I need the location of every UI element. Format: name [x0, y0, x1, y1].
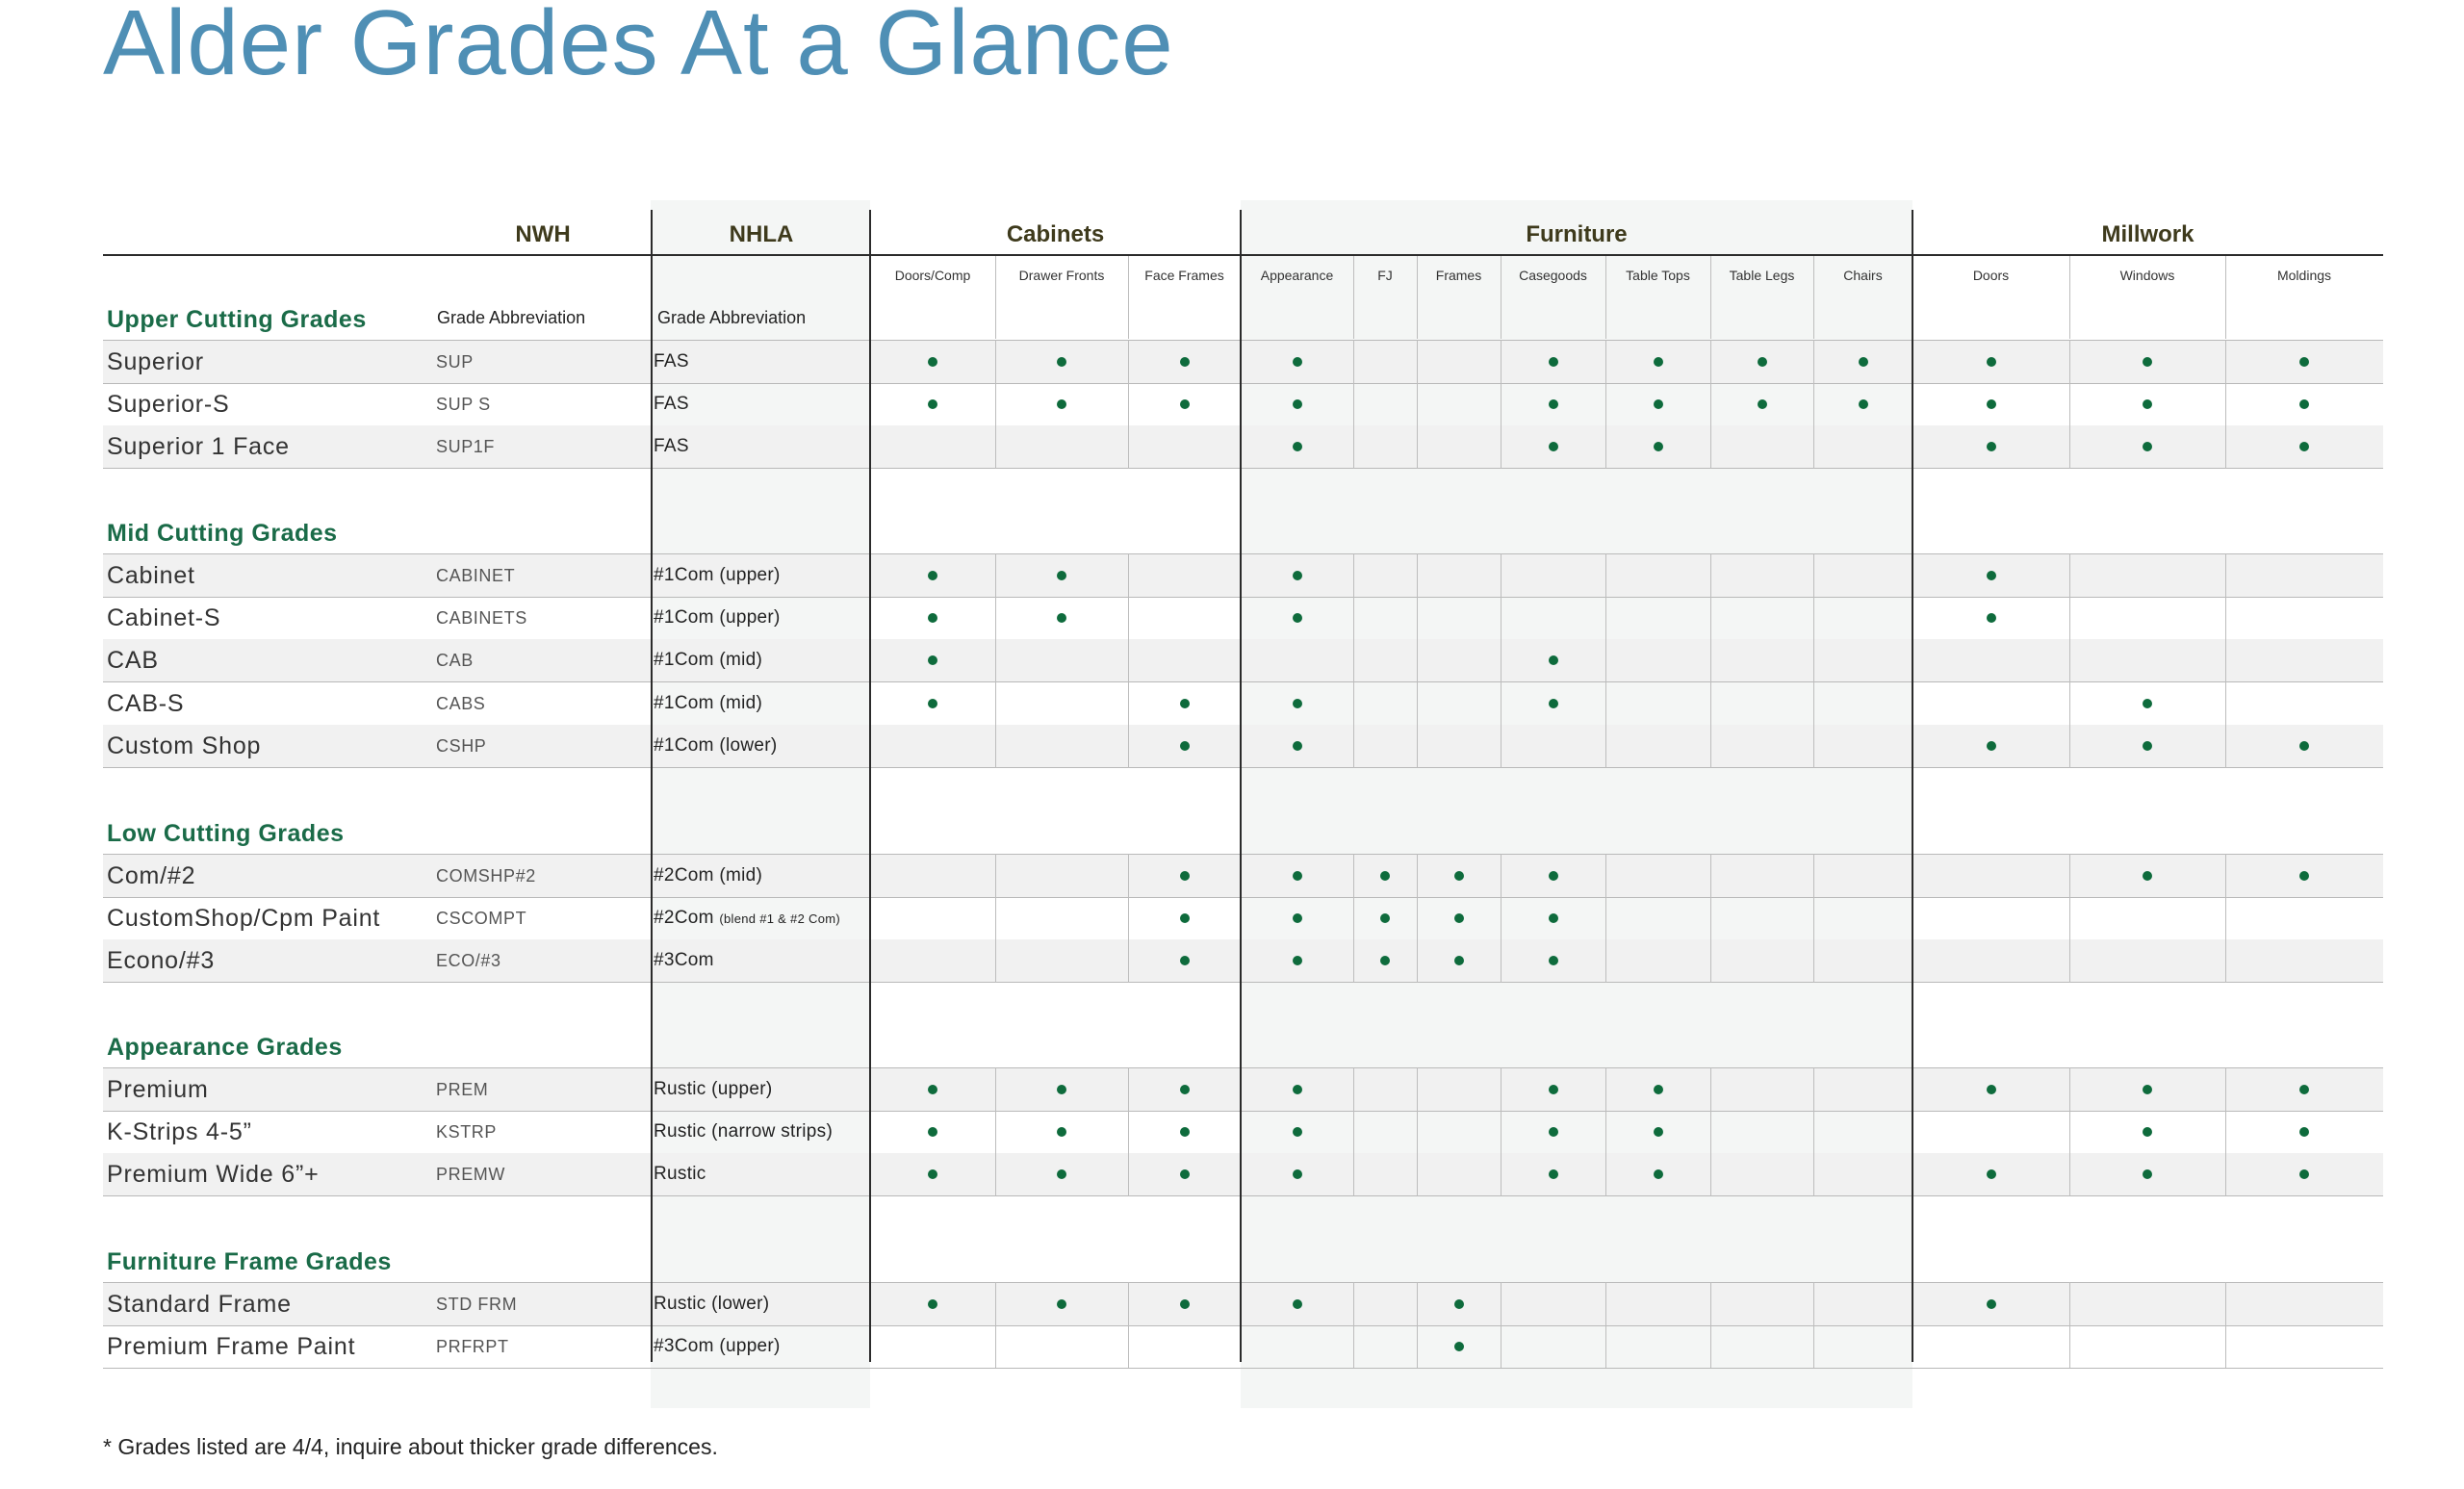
column-header: Windows [2119, 268, 2175, 283]
nhla-grade-value: #1Com (lower) [654, 735, 778, 756]
applicability-dot [2299, 1169, 2309, 1179]
grade-name: Premium Frame Paint [107, 1333, 356, 1360]
applicability-dot [1549, 357, 1558, 367]
grade-name: Com/#2 [107, 862, 196, 889]
applicability-dot [2143, 871, 2152, 881]
applicability-dot [1293, 1085, 1302, 1094]
applicability-dot [1057, 1085, 1066, 1094]
column-divider [1605, 256, 1606, 339]
grade-name: Standard Frame [107, 1291, 292, 1318]
applicability-dot [1454, 871, 1464, 881]
nwh-abbreviation: CABS [436, 694, 486, 713]
column-divider [1128, 1067, 1129, 1196]
column-divider [1128, 256, 1129, 339]
column-divider [2225, 553, 2226, 768]
table-row [103, 682, 2383, 726]
applicability-dot [928, 399, 937, 409]
applicability-dot [1859, 399, 1868, 409]
nwh-abbreviation: PREM [436, 1080, 489, 1099]
column-divider [1605, 340, 1606, 469]
applicability-dot [1293, 1169, 1302, 1179]
table-row [103, 725, 2383, 768]
column-divider [1813, 553, 1814, 768]
nwh-abbreviation: SUP [436, 352, 474, 372]
table-row [103, 383, 2383, 426]
nhla-grade-value: Rustic (upper) [654, 1079, 773, 1099]
applicability-dot [1654, 399, 1663, 409]
nwh-abbreviation: KSTRP [436, 1122, 498, 1142]
column-divider [1501, 256, 1502, 339]
table-row [103, 1282, 2383, 1326]
column-divider [1813, 1282, 1814, 1368]
column-divider [1813, 1067, 1814, 1196]
nhla-grade [654, 693, 762, 714]
table-row [103, 639, 2383, 682]
applicability-dot [2143, 357, 2152, 367]
applicability-dot [928, 1085, 937, 1094]
nhla-grade [654, 394, 689, 415]
column-divider [1710, 256, 1711, 339]
column-divider [1417, 553, 1418, 768]
grade-name: CAB [107, 647, 159, 674]
nhla-grade [654, 735, 778, 757]
grade-name: CAB-S [107, 690, 185, 717]
table-row [103, 1153, 2383, 1196]
applicability-dot [1293, 913, 1302, 923]
applicability-dot [2143, 1127, 2152, 1137]
column-divider [2069, 553, 2070, 768]
table-row [103, 854, 2383, 898]
nhla-grade [654, 865, 762, 886]
table-row [103, 597, 2383, 640]
nwh-abbreviation: PREMW [436, 1165, 505, 1184]
column-divider [1501, 553, 1502, 768]
column-divider [1501, 854, 1502, 983]
applicability-dot [928, 655, 937, 665]
column-header: Chairs [1843, 268, 1883, 283]
column-header: Table Tops [1626, 268, 1690, 283]
column-divider [1353, 340, 1354, 469]
nhla-grade-value: FAS [654, 436, 689, 456]
column-divider [1501, 1067, 1502, 1196]
applicability-dot [1549, 399, 1558, 409]
nhla-grade-note: (blend #1 & #2 Com) [719, 911, 840, 926]
applicability-dot [1293, 442, 1302, 451]
applicability-dot [1549, 699, 1558, 708]
applicability-dot [1549, 1127, 1558, 1137]
applicability-dot [1380, 871, 1390, 881]
nhla-grade-value: #2Com (mid) [654, 865, 763, 886]
column-header: Drawer Fronts [1018, 268, 1105, 283]
applicability-dot [2143, 442, 2152, 451]
nhla-grade-value: Rustic [654, 1164, 706, 1184]
nwh-abbreviation: ECO/#3 [436, 951, 501, 970]
applicability-dot [1293, 741, 1302, 751]
column-divider [1417, 1067, 1418, 1196]
applicability-dot [1180, 699, 1190, 708]
applicability-dot [1549, 1169, 1558, 1179]
grade-name: Cabinet-S [107, 604, 221, 631]
column-header: Face Frames [1144, 268, 1224, 283]
grade-name: Premium Wide 6”+ [107, 1161, 320, 1188]
applicability-dot [1180, 1127, 1190, 1137]
column-header: Moldings [2276, 268, 2332, 283]
nwh-abbreviation-header: Grade Abbreviation [437, 308, 586, 327]
footnote: * Grades listed are 4/4, inquire about thicker grade differences. [103, 1434, 718, 1459]
nwh-abbreviation: CSCOMPT [436, 909, 527, 928]
column-divider [1353, 1067, 1354, 1196]
column-divider [995, 553, 996, 768]
page-title: Alder Grades At a Glance [103, 0, 1174, 94]
column-divider [1240, 210, 1242, 1362]
nwh-abbreviation: SUP1F [436, 437, 496, 456]
applicability-dot [1380, 913, 1390, 923]
nhla-grade-value: #1Com (upper) [654, 607, 781, 628]
nhla-grade [654, 436, 689, 457]
applicability-dot [1180, 1085, 1190, 1094]
nhla-grade [654, 1079, 773, 1100]
column-divider [995, 340, 996, 469]
table-row [103, 1067, 2383, 1112]
applicability-dot [1057, 1169, 1066, 1179]
applicability-dot [1987, 399, 1996, 409]
applicability-dot [928, 357, 937, 367]
applicability-dot [1293, 399, 1302, 409]
nwh-header: NWH [515, 221, 571, 247]
column-divider [995, 1067, 996, 1196]
applicability-dot [1987, 571, 1996, 580]
applicability-dot [1654, 357, 1663, 367]
column-divider [2069, 340, 2070, 469]
nhla-grade-value: FAS [654, 351, 689, 372]
applicability-dot [1293, 1299, 1302, 1309]
header-rule [103, 254, 2383, 256]
column-header: Appearance [1260, 268, 1334, 283]
applicability-dot [1454, 1299, 1464, 1309]
column-divider [2069, 256, 2070, 339]
nhla-grade [654, 1121, 833, 1142]
cabinets-header: Cabinets [1006, 221, 1105, 247]
table-row [103, 939, 2383, 983]
applicability-dot [1180, 1299, 1190, 1309]
applicability-dot [928, 1127, 937, 1137]
applicability-dot [1859, 357, 1868, 367]
nhla-grade-value: #3Com [654, 950, 714, 970]
nhla-grade [654, 1336, 781, 1357]
section-title: Mid Cutting Grades [107, 520, 338, 547]
applicability-dot [2299, 442, 2309, 451]
table-row [103, 897, 2383, 940]
nwh-abbreviation: CABINET [436, 566, 516, 585]
column-divider [1501, 340, 1502, 469]
applicability-dot [1987, 1085, 1996, 1094]
grade-name: Econo/#3 [107, 947, 216, 974]
applicability-dot [1180, 871, 1190, 881]
nhla-grade-value: FAS [654, 394, 689, 414]
applicability-dot [1549, 1085, 1558, 1094]
applicability-dot [1293, 1127, 1302, 1137]
column-divider [1501, 1282, 1502, 1368]
nhla-grade [654, 1164, 706, 1185]
column-divider [1128, 340, 1129, 469]
nwh-abbreviation: STD FRM [436, 1295, 518, 1314]
column-divider [2069, 1067, 2070, 1196]
column-divider [1710, 854, 1711, 983]
column-divider [2225, 1282, 2226, 1368]
millwork-header: Millwork [2101, 221, 2194, 247]
nhla-grade [654, 908, 840, 929]
column-divider [1417, 854, 1418, 983]
applicability-dot [1180, 1169, 1190, 1179]
section-title: Furniture Frame Grades [107, 1248, 392, 1275]
column-divider [1912, 210, 1913, 1362]
column-divider [1605, 553, 1606, 768]
grade-name: Superior [107, 348, 204, 375]
grade-name: Custom Shop [107, 732, 262, 759]
applicability-dot [2143, 741, 2152, 751]
applicability-dot [928, 1299, 937, 1309]
column-divider [1417, 340, 1418, 469]
column-divider [1813, 340, 1814, 469]
applicability-dot [1758, 399, 1767, 409]
applicability-dot [1549, 442, 1558, 451]
table-row [103, 553, 2383, 598]
nhla-grade-value: #3Com (upper) [654, 1336, 781, 1356]
applicability-dot [2299, 871, 2309, 881]
nwh-abbreviation: SUP S [436, 395, 491, 414]
applicability-dot [1987, 613, 1996, 623]
section-title: Upper Cutting Grades [107, 306, 367, 333]
nhla-grade [654, 650, 762, 671]
column-divider [2225, 854, 2226, 983]
applicability-dot [1454, 1342, 1464, 1351]
column-header: Doors [1972, 268, 2010, 283]
column-divider [995, 854, 996, 983]
applicability-dot [1987, 741, 1996, 751]
nhla-abbreviation-header: Grade Abbreviation [657, 308, 807, 327]
applicability-dot [1549, 655, 1558, 665]
nhla-grade-value: #2Com [654, 908, 714, 928]
nwh-abbreviation: COMSHP#2 [436, 866, 536, 886]
column-divider [1813, 854, 1814, 983]
column-divider [1417, 256, 1418, 339]
nhla-grade [654, 607, 781, 629]
nwh-abbreviation: PRFRPT [436, 1337, 509, 1356]
table-row [103, 340, 2383, 384]
applicability-dot [2143, 1169, 2152, 1179]
nhla-grade-value: #1Com (mid) [654, 693, 763, 713]
column-divider [1605, 1282, 1606, 1368]
applicability-dot [2299, 1127, 2309, 1137]
applicability-dot [2299, 399, 2309, 409]
column-divider [1813, 256, 1814, 339]
applicability-dot [1654, 1127, 1663, 1137]
nhla-grade [654, 351, 689, 372]
applicability-dot [1293, 357, 1302, 367]
applicability-dot [1293, 699, 1302, 708]
nhla-grade-value: Rustic (narrow strips) [654, 1121, 834, 1142]
grade-name: K-Strips 4-5” [107, 1118, 252, 1145]
applicability-dot [1987, 357, 1996, 367]
applicability-dot [1293, 613, 1302, 623]
applicability-dot [2143, 699, 2152, 708]
applicability-dot [1180, 956, 1190, 965]
applicability-dot [1057, 613, 1066, 623]
applicability-dot [1454, 956, 1464, 965]
column-divider [2225, 1067, 2226, 1196]
applicability-dot [1180, 399, 1190, 409]
grade-name: Superior 1 Face [107, 433, 290, 460]
column-header: Casegoods [1519, 268, 1587, 283]
grade-name: Cabinet [107, 562, 195, 589]
column-divider [1353, 1282, 1354, 1368]
applicability-dot [928, 571, 937, 580]
applicability-dot [1293, 571, 1302, 580]
column-divider [995, 1282, 996, 1368]
nhla-grade-value: Rustic (lower) [654, 1294, 770, 1314]
applicability-dot [1057, 357, 1066, 367]
applicability-dot [1293, 871, 1302, 881]
nhla-header: NHLA [729, 221, 794, 247]
applicability-dot [1549, 871, 1558, 881]
applicability-dot [1454, 913, 1464, 923]
column-divider [2225, 256, 2226, 339]
applicability-dot [1549, 956, 1558, 965]
nwh-abbreviation: CSHP [436, 736, 487, 756]
applicability-dot [928, 613, 937, 623]
applicability-dot [1549, 913, 1558, 923]
column-divider [651, 210, 653, 1362]
nwh-abbreviation: CAB [436, 651, 474, 670]
applicability-dot [928, 1169, 937, 1179]
nhla-grade [654, 1294, 769, 1315]
applicability-dot [1987, 1169, 1996, 1179]
nwh-abbreviation: CABINETS [436, 608, 527, 628]
column-divider [869, 210, 871, 1362]
applicability-dot [1057, 1299, 1066, 1309]
column-divider [1128, 1282, 1129, 1368]
column-divider [1353, 854, 1354, 983]
nhla-grade-value: #1Com (upper) [654, 565, 781, 585]
column-divider [1710, 553, 1711, 768]
column-divider [1128, 854, 1129, 983]
applicability-dot [1180, 357, 1190, 367]
column-divider [1353, 256, 1354, 339]
column-divider [2069, 854, 2070, 983]
column-divider [1710, 1067, 1711, 1196]
applicability-dot [1057, 571, 1066, 580]
column-header: Frames [1435, 268, 1482, 283]
applicability-dot [1758, 357, 1767, 367]
column-header: FJ [1377, 268, 1393, 283]
applicability-dot [2143, 399, 2152, 409]
applicability-dot [2299, 741, 2309, 751]
column-divider [995, 256, 996, 339]
applicability-dot [2143, 1085, 2152, 1094]
applicability-dot [1654, 442, 1663, 451]
applicability-dot [1057, 1127, 1066, 1137]
nhla-grade-value: #1Com (mid) [654, 650, 763, 670]
column-header: Doors/Comp [894, 268, 971, 283]
applicability-dot [1380, 956, 1390, 965]
column-divider [1417, 1282, 1418, 1368]
grade-name: Superior-S [107, 391, 230, 418]
table-row [103, 1111, 2383, 1154]
applicability-dot [1987, 1299, 1996, 1309]
applicability-dot [1057, 399, 1066, 409]
column-divider [1605, 854, 1606, 983]
grade-name: Premium [107, 1076, 209, 1103]
table-row [103, 425, 2383, 469]
applicability-dot [1180, 913, 1190, 923]
column-header: Table Legs [1729, 268, 1795, 283]
applicability-dot [1293, 956, 1302, 965]
applicability-dot [928, 699, 937, 708]
applicability-dot [2299, 1085, 2309, 1094]
applicability-dot [1654, 1169, 1663, 1179]
column-divider [2069, 1282, 2070, 1368]
column-divider [2225, 340, 2226, 469]
column-divider [1128, 553, 1129, 768]
applicability-dot [1180, 741, 1190, 751]
section-title: Low Cutting Grades [107, 820, 345, 847]
column-divider [1605, 1067, 1606, 1196]
nhla-grade [654, 565, 781, 586]
applicability-dot [1987, 442, 1996, 451]
column-divider [1710, 1282, 1711, 1368]
table-row [103, 1325, 2383, 1369]
applicability-dot [1654, 1085, 1663, 1094]
applicability-dot [2299, 357, 2309, 367]
column-divider [1353, 553, 1354, 768]
column-divider [1710, 340, 1711, 469]
section-title: Appearance Grades [107, 1034, 343, 1061]
grade-name: CustomShop/Cpm Paint [107, 905, 381, 932]
nhla-grade [654, 950, 714, 971]
furniture-header: Furniture [1526, 221, 1628, 247]
